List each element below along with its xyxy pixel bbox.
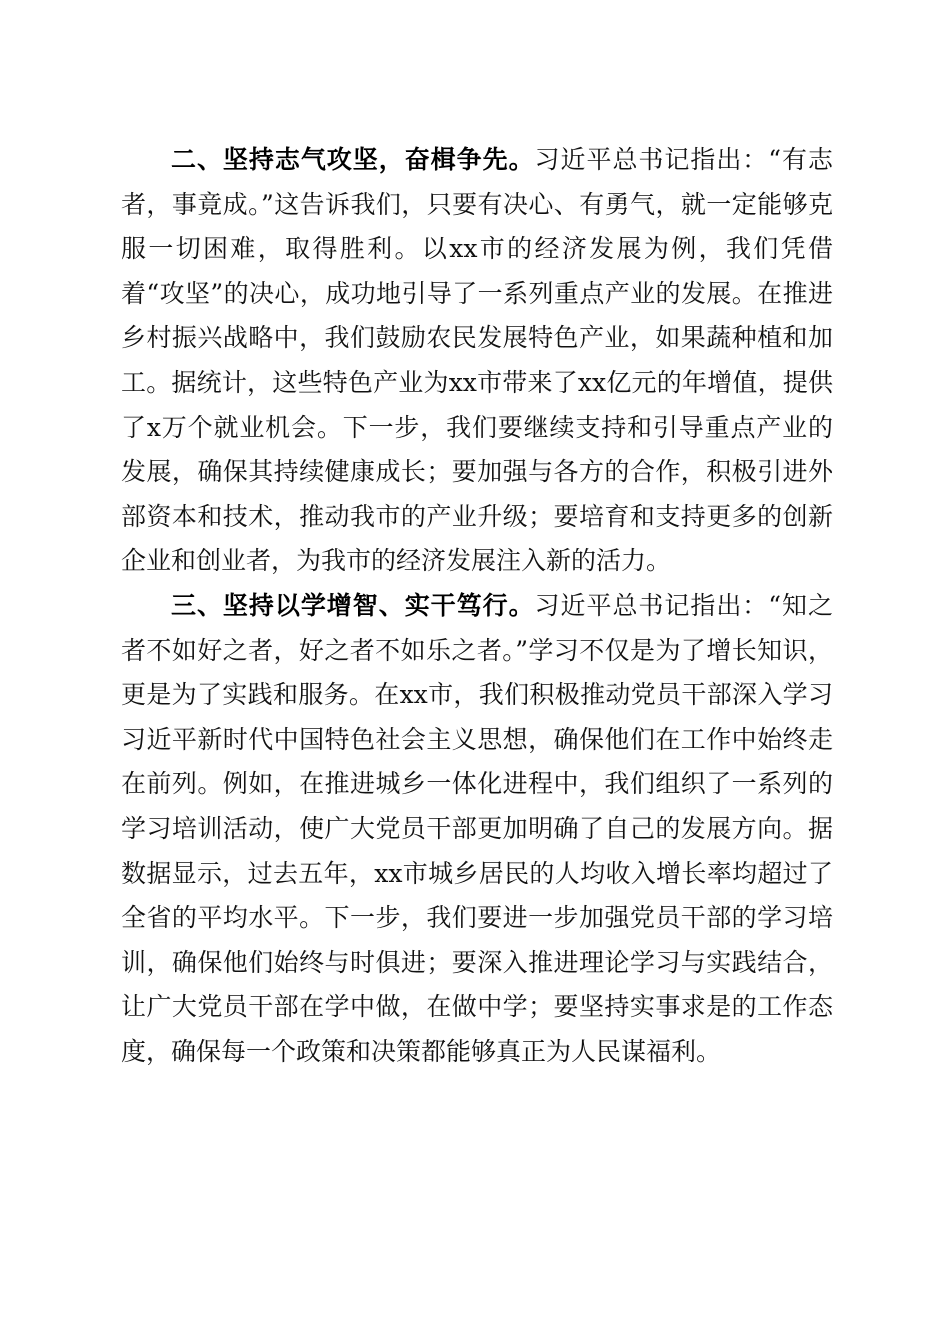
section-3-heading: 三、坚持以学增智、实干笃行。 (171, 590, 535, 620)
section-3-body: 习近平总书记指出：“知之者不如好之者，好之者不如乐之者。”学习不仅是为了增长知识，更是为了实践和服务。在xx市，我们积极推动党员干部深入学习习近平新时代中国特色社会主义思想，确保他们在工作中始终走在前列。例如，在推进城乡一体化进程中，我们组织了一系列的学习培训活动，使广大党员干部更加明确了自己的发展方向。据数据显示，过去五年，xx市城乡居民的人均收入增长率均超过了全省的平均水平。下一步，我们要进一步加强党员干部的学习培训，确保他们始终与时俱进；要深入推进理论学习与实践结合，让广大党员干部在学中做，在做中学；要坚持实事求是的工作态度，确保每一个政策和决策都能够真正为人民谋福利。 (121, 590, 833, 1066)
paragraph-section-2 (121, 138, 833, 584)
document-body (121, 138, 833, 1074)
paragraph-section-3 (121, 584, 833, 1075)
section-2-heading: 二、坚持志气攻坚，奋楫争先。 (171, 145, 535, 174)
section-2-body: 习近平总书记指出：“有志者，事竟成。”这告诉我们，只要有决心、有勇气，就一定能够克服一切困难，取得胜利。以xx市的经济发展为例，我们凭借着“攻坚”的决心，成功地引导了一系列重点产业的发展。在推进乡村振兴战略中，我们鼓励农民发展特色产业，如果蔬种植和加工。据统计，这些特色产业为xx市带来了xx亿元的年增值，提供了x万个就业机会。下一步，我们要继续支持和引导重点产业的发展，确保其持续健康成长；要加强与各方的合作，积极引进外部资本和技术，推动我市的产业升级；要培育和支持更多的创新企业和创业者，为我市的经济发展注入新的活力。 (121, 145, 833, 576)
